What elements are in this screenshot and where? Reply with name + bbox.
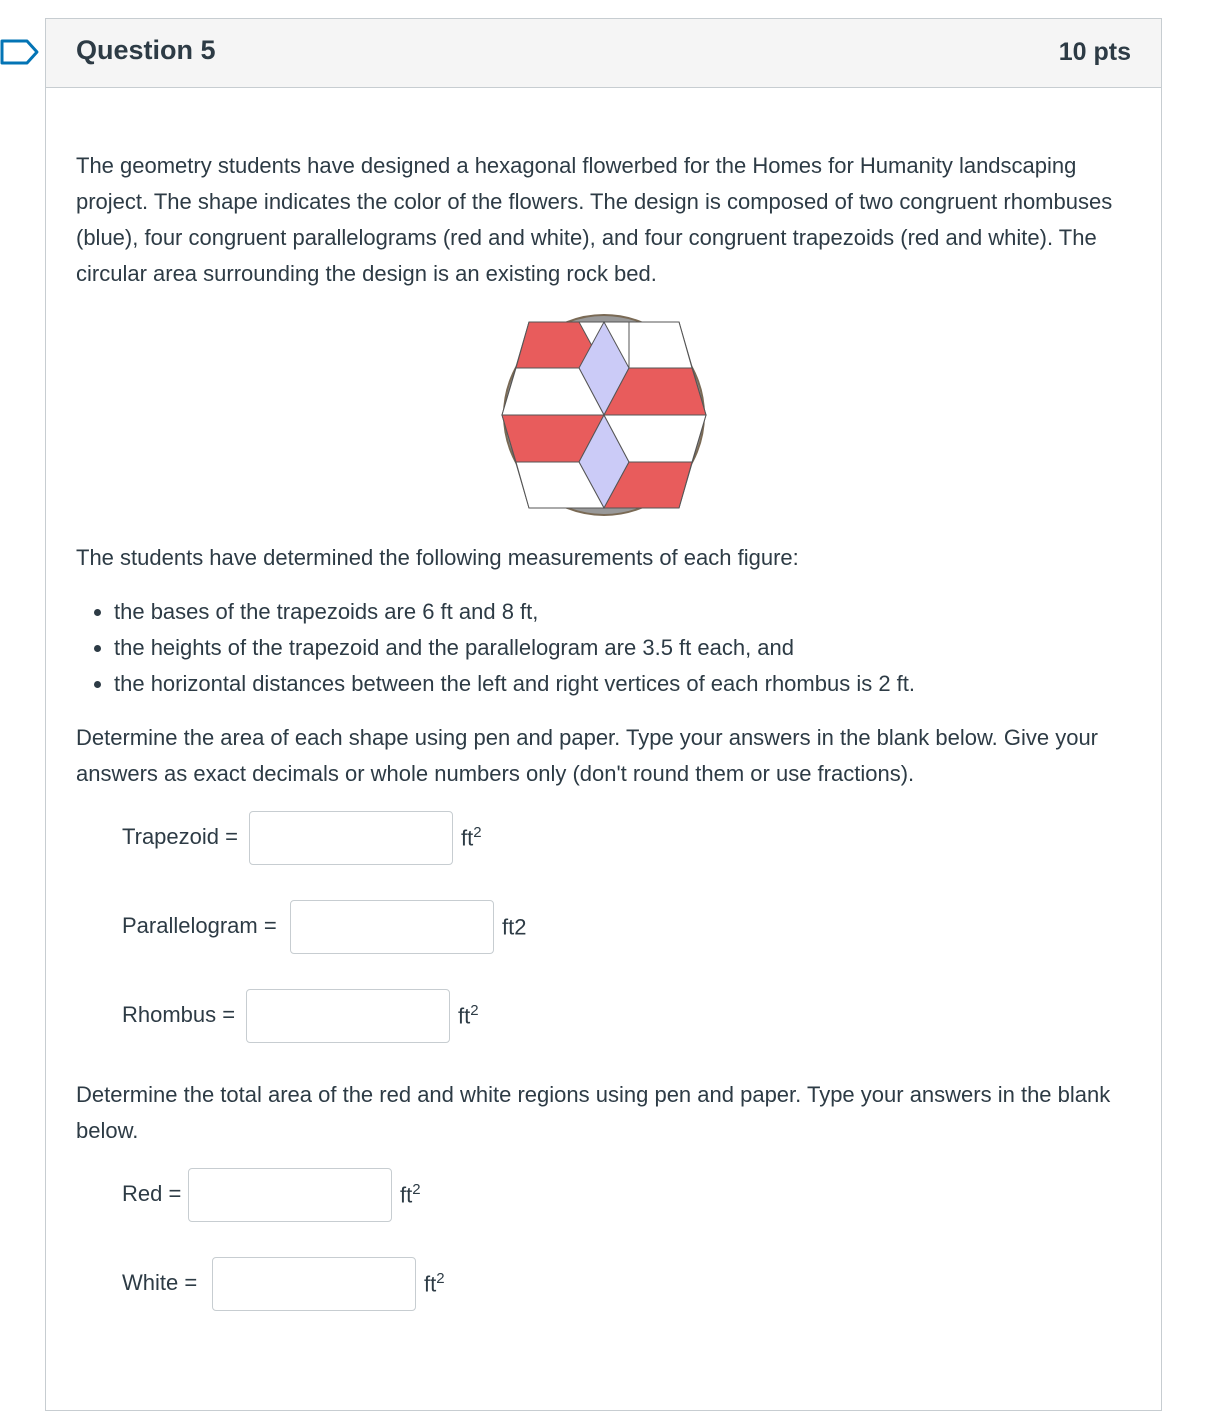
list-item: • the heights of the trapezoid and the parallelogram are 3.5 ft each, and — [114, 630, 915, 666]
instructions-area: Determine the area of each shape using pen and paper. Type your answers in the blank below. Give your answers as exact decimals or whole numbers only (don't round them or use fractions). — [76, 725, 1099, 786]
hexagon-flowerbed-figure — [501, 312, 707, 518]
answer-label: Trapezoid = — [122, 824, 238, 849]
white-input[interactable] — [212, 1257, 416, 1311]
answer-unit: $ft^2$ — [400, 1181, 421, 1208]
question-title: Question 5 — [76, 35, 216, 65]
answer-label: Parallelogram = — [122, 913, 277, 938]
rhombus-input[interactable] — [246, 989, 450, 1043]
red-input[interactable] — [188, 1168, 392, 1222]
answer-unit: ft2 — [502, 914, 527, 940]
trapezoid-input[interactable] — [249, 811, 453, 865]
answer-unit: $ft^2$ — [461, 824, 482, 851]
answer-unit: $ft^2$ — [458, 1002, 479, 1029]
answer-label: Red = — [122, 1181, 182, 1206]
question-header — [46, 19, 1161, 88]
answer-unit: $ft^2$ — [424, 1270, 445, 1297]
list-item: • the horizontal distances between the left and right vertices of each rhombus is 2 ft. — [114, 666, 915, 702]
bookmark-flag-icon[interactable] — [0, 38, 40, 66]
answer-label: White = — [122, 1270, 198, 1295]
question-intro: The geometry students have designed a hexagonal flowerbed for the Homes for Humanity landscaping project. The shape indicates the color of the flowers. The design is composed of two congruent rhombuses (blue), four congruent parallelograms (red and white), and four congruent trapezoids (red and white). The circular area surrounding the design is an existing rock bed. — [76, 153, 1113, 286]
white-parallelogram-top — [629, 322, 692, 368]
measurements-list — [76, 594, 915, 702]
measurements-intro: The students have determined the following measurements of each figure: — [76, 545, 799, 570]
list-item: • the bases of the trapezoids are 6 ft and 8 ft, — [114, 594, 915, 630]
parallelogram-input[interactable] — [290, 900, 494, 954]
instructions-total: Determine the total area of the red and white regions using pen and paper. Type your answers in the blank below. — [76, 1082, 1111, 1143]
question-card — [45, 18, 1162, 1411]
question-points: 10 pts — [1058, 38, 1131, 66]
answer-label: Rhombus = — [122, 1002, 236, 1027]
